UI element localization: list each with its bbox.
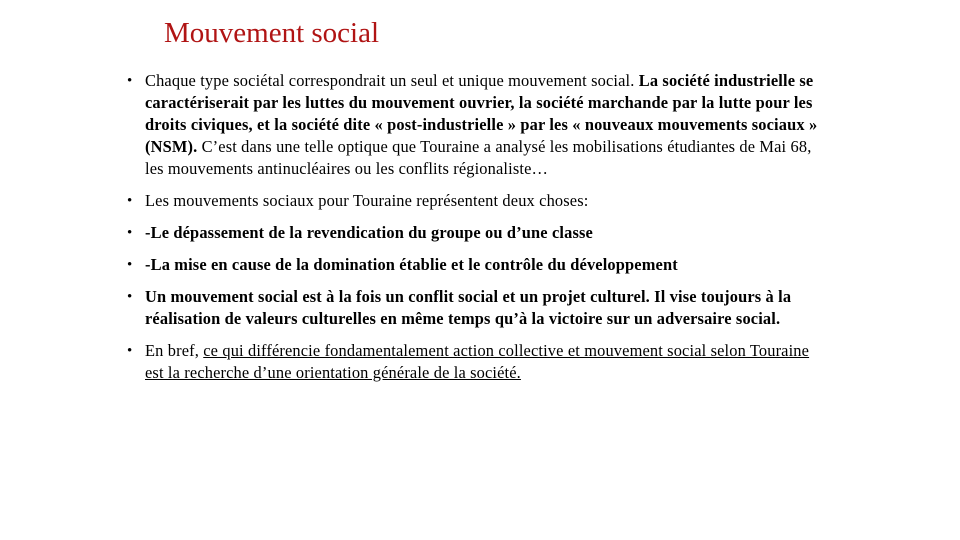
bullet-item-5 bbox=[127, 286, 827, 330]
slide-title: Mouvement social bbox=[164, 17, 380, 49]
bullet-dot-icon: • bbox=[127, 343, 133, 359]
bullet-list bbox=[127, 70, 827, 394]
bullet-5-text: Un mouvement social est à la fois un conflit social et un projet culturel. Il vise toujours à la réalisation de valeurs culturelles en même temps qu’à la victoire sur un adversaire social. bbox=[145, 287, 792, 328]
bullet-dot-icon: • bbox=[127, 289, 133, 305]
bullet-item-2 bbox=[127, 190, 827, 212]
bullet-6-underlined-text: ce qui différencie fondamentalement action collective et mouvement social selon Touraine est la recherche d’une orientation générale de la société. bbox=[145, 341, 810, 382]
bullet-1-bold-text: La société industrielle se caractériserait par les luttes du mouvement ouvrier, la société marchande par la lutte pour les droits civiques, et la société dite « post-industrielle » par les « nouveaux mouvements sociaux » (NSM). bbox=[145, 71, 818, 156]
bullet-item-6 bbox=[127, 340, 827, 384]
bullet-1-text: Chaque type sociétal correspondrait un seul et unique mouvement social. bbox=[145, 71, 639, 90]
bullet-1-text-end: C’est dans une telle optique que Touraine a analysé les mobilisations étudiantes de Mai 68, les mouvements antinucléaires ou les conflits régionaliste… bbox=[145, 137, 812, 178]
bullet-6-text: En bref, bbox=[145, 341, 204, 360]
bullet-2-text: Les mouvements sociaux pour Touraine représentent deux choses: bbox=[145, 191, 589, 210]
bullet-item-4 bbox=[127, 254, 827, 276]
bullet-dot-icon: • bbox=[127, 225, 133, 241]
bullet-item-3 bbox=[127, 222, 827, 244]
bullet-item-1 bbox=[127, 70, 827, 180]
bullet-4-text: -La mise en cause de la domination établie et le contrôle du développement bbox=[145, 255, 678, 274]
bullet-dot-icon: • bbox=[127, 73, 133, 89]
bullet-dot-icon: • bbox=[127, 193, 133, 209]
bullet-dot-icon: • bbox=[127, 257, 133, 273]
bullet-3-text: -Le dépassement de la revendication du groupe ou d’une classe bbox=[145, 223, 593, 242]
